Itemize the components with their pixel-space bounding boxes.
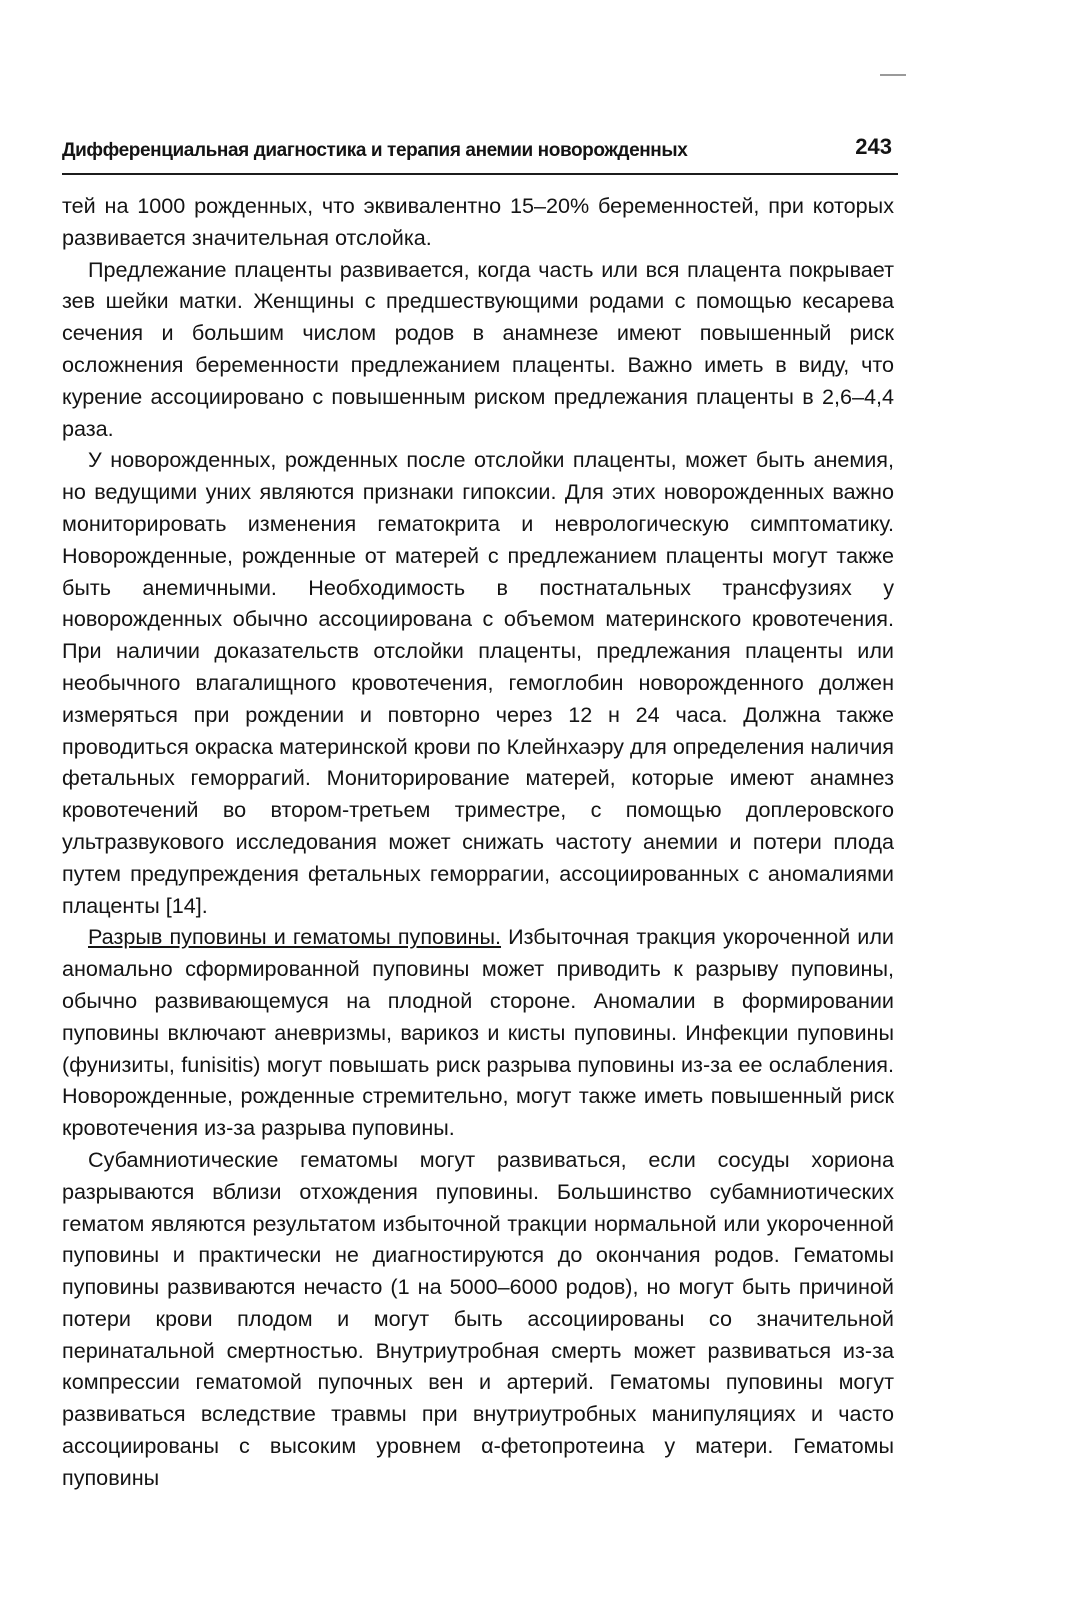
paragraph-cord-rupture-text: Избыточная тракция укороченной или аномально сформированной пуповины может приводить к разрыву пуповины, обычно развивающемуся на плодной стороне. Аномалии в формировании пуповины включают аневризмы, варикоз и кисты пуповины. Инфекции пуповины (фунизиты, funisitis) могут повышать риск разрыва пуповины из-за ее ослабления. Новорожденные, рожденные стремительно, могут также иметь повышенный риск кровотечения из-за разрыва пуповины. <box>62 924 894 1141</box>
paragraph-continuation: тей на 1000 рожденных, что эквивалентно 15–20% беременностей, при которых развивается значительная отслойка. <box>62 193 894 250</box>
running-header <box>62 134 898 168</box>
header-divider <box>62 173 898 175</box>
running-title: Дифференциальная диагностика и терапия анемии новорожденных <box>62 140 688 161</box>
body-text <box>62 190 894 1494</box>
scan-mark <box>880 74 906 76</box>
section-heading-cord-rupture: Разрыв пуповины и гематомы пуповины. <box>88 924 502 950</box>
page-number: 243 <box>855 134 892 159</box>
paragraph-cord-rupture <box>62 921 894 1144</box>
paragraph-subamniotic-hematoma: Субамниотические гематомы могут развиваться, если сосуды хориона разрываются вблизи отхождения пуповины. Большинство субамниотических гематом являются результатом избыточной тракции нормальной или укороченной пуповины и практически не диагностируются до окончания родов. Гематомы пуповины развиваются нечасто (1 на 5000–6000 родов), но могут быть причиной потери крови плодом и могут быть ассоциированы со значительной перинатальной смертностью. Внутриутробная смерть может развиваться из-за компрессии гематомой пупочных вен и артерий. Гематомы пуповины могут развиваться вследствие травмы при внутриутробных манипуляциях и часто ассоциированы с высоким уровнем α-фетопротеина у матери. Гематомы пуповины <box>62 1146 894 1490</box>
paragraph-newborn-anemia: У новорожденных, рожденных после отслойки плаценты, может быть анемия, но ведущими уних являются признаки гипоксии. Для этих новорожденных важно мониторировать изменения гематокрита и неврологическую симптоматику. Новорожденные, рожденные от матерей с предлежанием плаценты могут также быть анемичными. Необходимость в постнатальных трансфузиях у новорожденных обычно ассоциирована с объемом материнского кровотечения. При наличии доказательств отслойки плаценты, предлежания плаценты или необычного влагалищного кровотечения, гемоглобин новорожденного должен измеряться при рождении и повторно через 12 н 24 часа. Должна также проводиться окраска материнской крови по Клейнхаэру для определения наличия фетальных геморрагий. Мониторирование матерей, которые имеют анамнез кровотечений во втором-третьем триместре, с помощью доплеровского ультразвукового исследования может снижать частоту анемии и потери плода путем предупреждения фетальных геморрагии, ассоциированных с аномалиями плаценты [14]. <box>62 447 894 918</box>
paragraph-placenta-previa: Предлежание плаценты развивается, когда часть или вся плацента покрывает зев шейки матки. Женщины с предшествующими родами с помощью кесарева сечения и большим числом родов в анамнезе имеют повышенный риск осложнения беременности предлежанием плаценты. Важно иметь в виду, что курение ассоциировано с повышенным риском предлежания плаценты в 2,6–4,4 раза. <box>62 256 894 441</box>
